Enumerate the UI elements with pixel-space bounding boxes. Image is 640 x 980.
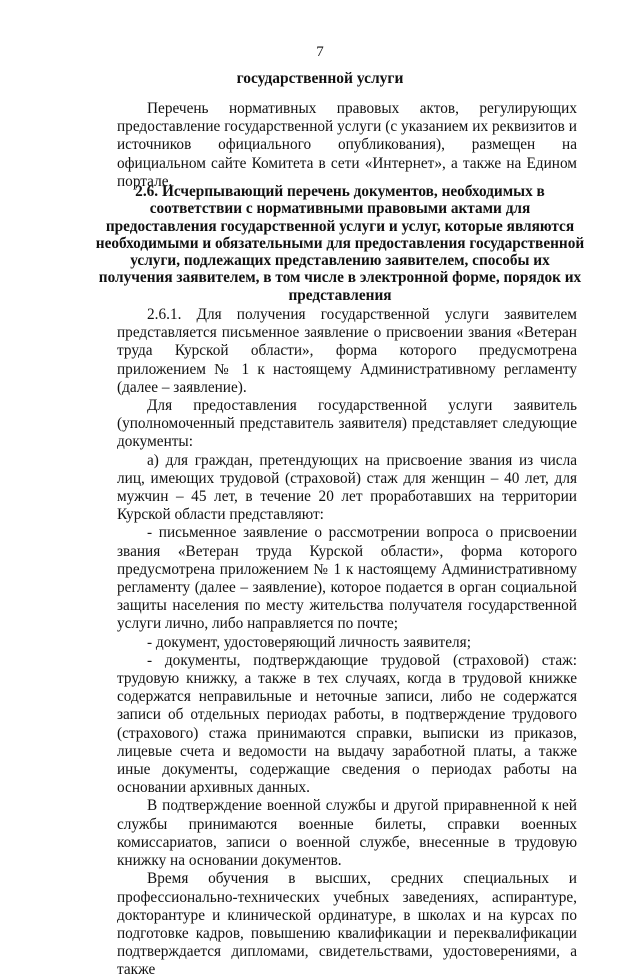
page-number: 7 — [316, 44, 324, 60]
section-title: 2.6. Исчерпывающий перечень документов, необходимых в соответствии с нормативными правовыми актами для предоставления государственной услуги и услуг, которые являются необходимыми и обязательными для предоставления государственной услуги, подлежащих представлению заявителем, способы их получения заявителем, в том числе в электронной форме, порядок их представления — [95, 183, 585, 304]
list-item-identity-document: - документ, удостоверяющий личность заявителя; — [147, 633, 471, 651]
paragraph-2-6-1: 2.6.1. Для получения государственной услуги заявителем представляется письменное заявление о присвоении звания «Ветеран труда Курской области», форма которого предусмотрена приложением № 1 к настоящему Административному регламенту (далее – заявление). — [117, 306, 577, 396]
paragraph-item-a: а) для граждан, претендующих на присвоение звания из числа лиц, имеющих трудовой (страховой) стаж для женщин – 40 лет, для мужчин – 45 лет, в течение 20 лет проработавших на территории Курской области представляют: — [117, 451, 577, 524]
list-item-application: - письменное заявление о рассмотрении вопроса о присвоении звания «Ветеран труда Курской области», форма которого предусмотрена приложением № 1 к настоящему Административному регламенту (далее – заявление), которое подается в орган социальной защиты населения по месту жительства получателя государственной услуги лично, либо направляется по почте; — [117, 524, 577, 633]
paragraph-education-period: Время обучения в высших, средних специальных и профессионально-технических учебных заведениях, аспирантуре, докторантуре и клинической ординатуре, в школах и на курсах по подготовке кадров, повышению квалификации и переквалификации подтверждается дипломами, свидетельствами, удостоверениями, а также — [117, 870, 577, 979]
continued-heading: государственной услуги — [236, 70, 404, 87]
list-item-work-experience-documents: - документы, подтверждающие трудовой (страховой) стаж: трудовую книжку, а также в тех случаях, когда в трудовой книжке содержатся неправильные и неточные записи, либо не содержатся записи об отдельных периодах работы, в подтверждение трудового (страхового) стажа принимаются справки, выписки из приказов, лицевые счета и ведомости на выдачу заработной платы, а также иные документы, содержащие сведения о периодах работы на основании архивных данных. — [117, 651, 577, 797]
paragraph-military-service: В подтверждение военной службы и другой приравненной к ней службы принимаются военные билеты, справки военных комиссариатов, записи о военной службе, внесенные в трудовую книжку на основании документов. — [117, 797, 577, 870]
intro-paragraph-block — [117, 100, 577, 191]
intro-paragraph: Перечень нормативных правовых актов, регулирующих предоставление государственной услуги (с указанием их реквизитов и источников официального опубликования), размещен на официальном сайте Комитета в сети «Интернет», а также на Едином портале. — [117, 100, 577, 190]
paragraph-documents-intro: Для предоставления государственной услуги заявитель (уполномоченный представитель заявителя) представляет следующие документы: — [117, 397, 577, 451]
body-text — [117, 306, 577, 980]
